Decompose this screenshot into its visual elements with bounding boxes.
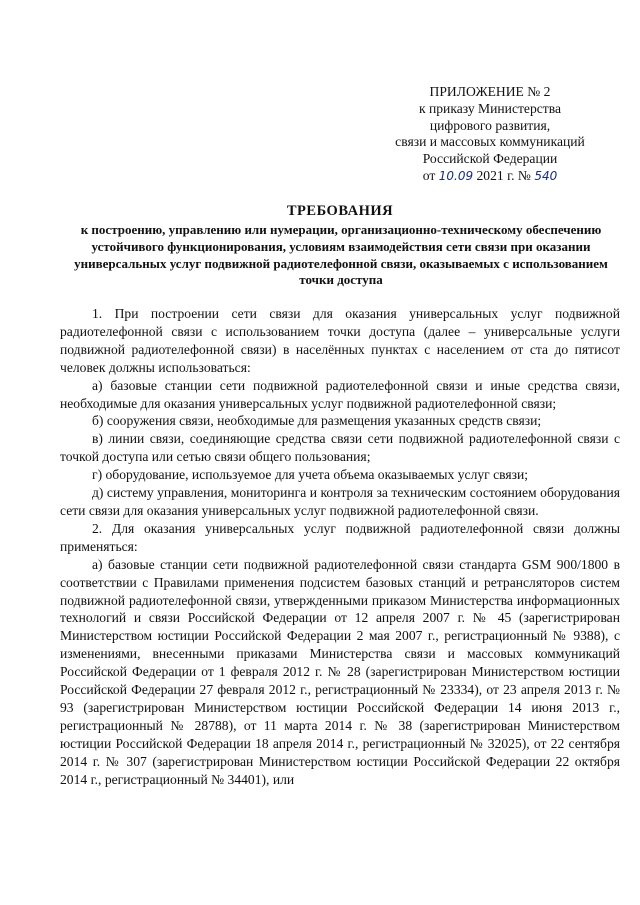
document-subtitle: к построению, управлению или нумерации, организационно-техническому обеспечению устойчивого функционирования, условиям взаимодействия сети связи при оказании универсальных услуг подвижной радиотелефонной связи, оказываемых с использованием точки доступа (74, 222, 608, 288)
handwritten-date: 10.09 (438, 168, 474, 183)
handwritten-order-number: 540 (534, 168, 558, 183)
annex-title: ПРИЛОЖЕНИЕ № 2 (429, 84, 551, 99)
paragraph-2a: а) базовые станции сети подвижной радиотелефонной связи стандарта GSM 900/1800 в соответствии с Правилами применения подсистем базовых станций и ретрансляторов систем подвижной радиотелефонной связи, утвержденными приказом Министерства информационных технологий и связи Российской Федерации от 12 апреля 2007 г. № 45 (зарегистрирован Министерством юстиции Российской Федерации 2 мая 2007 г., регистрационный № 9388), с изменениями, внесенными приказами Министерства связи и массовых коммуникаций Российской Федерации от 1 февраля 2012 г. № 28 (зарегистрирован Министерством юстиции Российской Федерации 27 февраля 2012 г., регистрационный № 23334), от 23 апреля 2013 г. № 93 (зарегистрирован Министерством юстиции Российской Федерации 14 июня 2013 г., регистрационный № 28788), от 11 марта 2014 г. № 38 (зарегистрирован Министерством юстиции Российской Федерации 18 апреля 2014 г., регистрационный № 32025), от 22 сентября 2014 г. № 307 (зарегистрирован Министерством юстиции Российской Федерации 22 октября 2014 г., регистрационный № 34401), или (60, 556, 620, 787)
annex-country-line: Российской Федерации (422, 151, 558, 167)
paragraph-1a: а) базовые станции сети подвижной радиотелефонной связи и иные средства связи, необходимые для оказания универсальных услуг подвижной радиотелефонной связи; (60, 377, 620, 411)
annex-date-line (423, 168, 557, 185)
annex-header (380, 84, 600, 185)
document-body (60, 305, 620, 788)
paragraph-1b: б) сооружения связи, необходимые для размещения указанных средств связи; (92, 413, 542, 429)
annex-order-line: к приказу Министерства (418, 100, 562, 116)
paragraph-1e: д) систему управления, мониторинга и контроля за техническим состоянием оборудования сети связи для оказания универсальных услуг подвижной радиотелефонной связи. (60, 485, 620, 518)
annex-ministry-line-2: связи и массовых коммуникаций (395, 134, 585, 150)
annex-ministry-line: цифрового развития, (429, 117, 551, 133)
annex-date-year: 2021 г. № (476, 167, 531, 183)
paragraph-1: 1. При построении сети связи для оказания универсальных услуг подвижной радиотелефонной связи с использованием точки доступа (далее – универсальные услуги подвижной радиотелефонной связи) в населённых пунктах с населением от ста до пятисот человек должны использоваться: (60, 306, 620, 375)
paragraph-1c: в) линии связи, соединяющие средства связи сети подвижной радиотелефонной связи с точкой доступа или сетью связи общего пользования; (60, 431, 620, 465)
document-title: ТРЕБОВАНИЯ (286, 203, 394, 219)
paragraph-1d: г) оборудование, используемое для учета объема оказываемых услуг связи; (92, 467, 529, 483)
annex-date-prefix: от (422, 167, 436, 183)
paragraph-2: 2. Для оказания универсальных услуг подвижной радиотелефонной связи должны применяться: (60, 520, 620, 554)
